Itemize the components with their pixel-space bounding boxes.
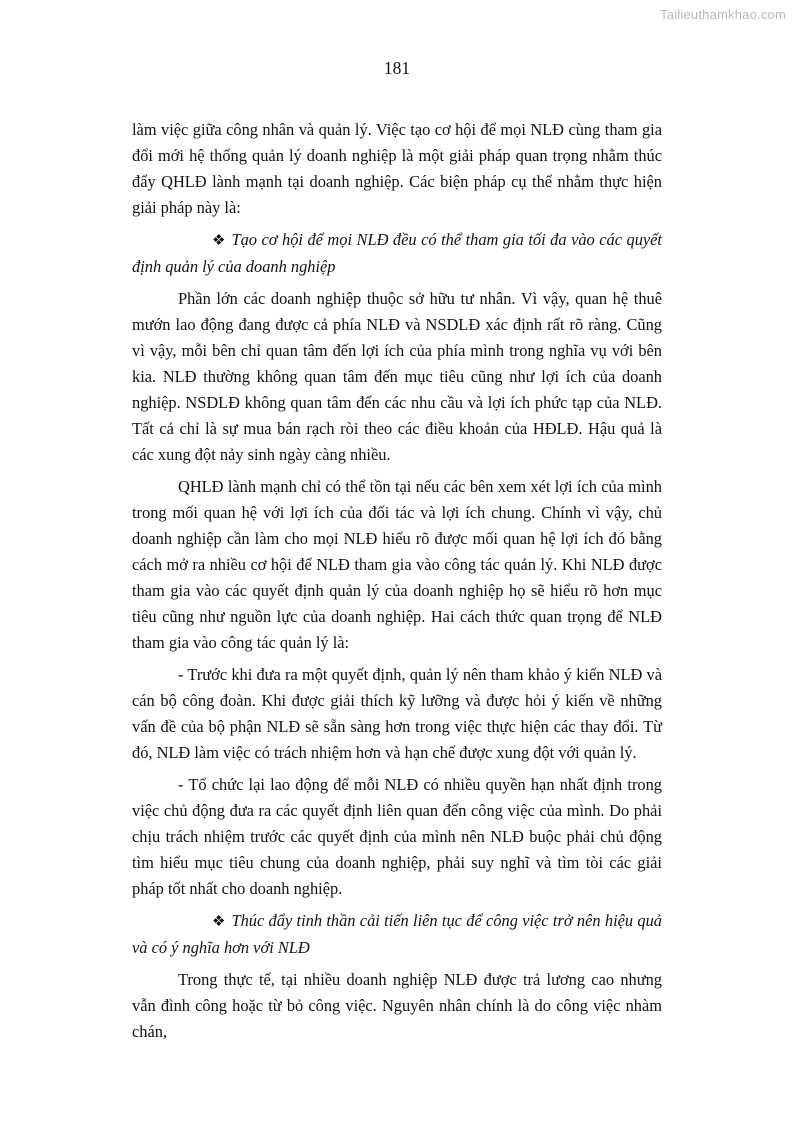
paragraph: QHLĐ lành mạnh chỉ có thể tồn tại nếu các bên xem xét lợi ích của mình trong mối quan hệ với lợi ích của đối tác và lợi ích chung. Chính vì vậy, chủ doanh nghiệp cần làm cho mọi NLĐ hiểu rõ được mối quan hệ lợi ích đó bằng cách mở ra nhiều cơ hội để NLĐ tham gia vào công tác quản lý. Khi NLĐ được tham gia vào các quyết định quản lý của doanh nghiệp họ sẽ hiểu rõ hơn mục tiêu cũng như nguồn lực của doanh nghiệp. Hai cách thức quan trọng để NLĐ tham gia vào công tác quản lý là:	[132, 477, 662, 652]
paragraph: Trong thực tế, tại nhiều doanh nghiệp NLĐ được trả lương cao nhưng vẫn đình công hoặc từ bỏ công việc. Nguyên nhân chính là do công việc nhàm chán,	[132, 970, 662, 1041]
diamond-bullet-icon: ❖	[212, 914, 226, 930]
paragraph-continuation: làm việc giữa công nhân và quản lý. Việc tạo cơ hội để mọi NLĐ cùng tham gia đổi mới hệ thống quản lý doanh nghiệp là một giải pháp quan trọng nhằm thúc đẩy QHLĐ lành mạnh tại doanh nghiệp. Các biện pháp cụ thể nhằm thực hiện giải pháp này là:	[132, 120, 662, 217]
page-number: 181	[383, 58, 411, 78]
section-heading-text: Tạo cơ hội để mọi NLĐ đều có thể tham gia tối đa vào các quyết định quản lý của doanh nghiệp	[132, 230, 662, 276]
paragraph: Phần lớn các doanh nghiệp thuộc sở hữu tư nhân. Vì vậy, quan hệ thuê mướn lao động đang được cả phía NLĐ và NSDLĐ xác định rất rõ ràng. Cũng vì vậy, mỗi bên chỉ quan tâm đến lợi ích của phía mình trong nghĩa vụ với bên kia. NLĐ thường không quan tâm đến mục tiêu cũng như lợi ích của doanh nghiệp. NSDLĐ không quan tâm đến các nhu cầu và lợi ích phức tạp của NLĐ. Tất cả chỉ là sự mua bán rạch ròi theo các điều khoản của HĐLĐ. Hậu quả là các xung đột nảy sinh ngày càng nhiều.	[132, 289, 662, 464]
dash-list-item: - Trước khi đưa ra một quyết định, quản lý nên tham khảo ý kiến NLĐ và cán bộ công đoàn. Khi được giải thích kỹ lưỡng và được hỏi ý kiến về những vấn đề của bộ phận NLĐ sẽ sẵn sàng hơn trong việc thực hiện các thay đổi. Từ đó, NLĐ làm việc có trách nhiệm hơn và hạn chế được xung đột với quản lý.	[132, 665, 662, 762]
document-body	[132, 117, 662, 1051]
diamond-bullet-icon: ❖	[212, 233, 226, 249]
dash-list-item: - Tổ chức lại lao động để mỗi NLĐ có nhiều quyền hạn nhất định trong việc chủ động đưa ra các quyết định liên quan đến công việc của mình. Do phải chịu trách nhiệm trước các quyết định của mình nên NLĐ buộc phải chủ động tìm hiểu mục tiêu chung của doanh nghiệp, phải suy nghĩ và tìm tòi các giải pháp tốt nhất cho doanh nghiệp.	[132, 775, 662, 898]
section-heading-2	[132, 908, 662, 961]
section-heading-1	[132, 227, 662, 280]
watermark: Tailieuthamkhao.com	[660, 7, 786, 22]
section-heading-text: Thúc đẩy tinh thần cải tiến liên tục để công việc trở nên hiệu quả và có ý nghĩa hơn với NLĐ	[132, 911, 662, 957]
